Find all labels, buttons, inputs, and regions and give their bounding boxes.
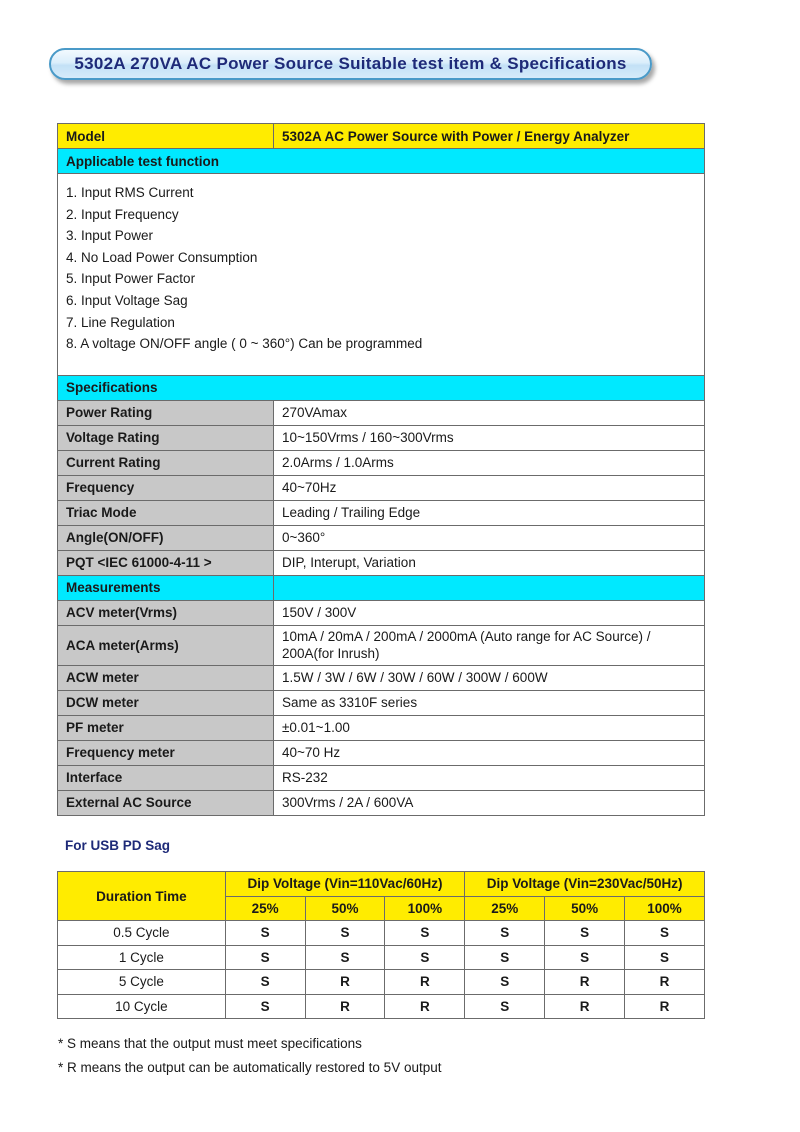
specifications-header: Specifications xyxy=(58,375,705,400)
spec-value: 2.0Arms / 1.0Arms xyxy=(274,450,705,475)
measurement-value: 150V / 300V xyxy=(274,600,705,625)
function-item: 5. Input Power Factor xyxy=(66,271,196,287)
spec-row xyxy=(58,425,705,450)
function-item: 8. A voltage ON/OFF angle ( 0 ~ 360°) Can be programmed xyxy=(66,336,423,352)
spec-label: Current Rating xyxy=(58,450,274,475)
result-cell: S xyxy=(225,921,305,946)
result-cell: S xyxy=(465,921,545,946)
applicable-test-function-header: Applicable test function xyxy=(58,149,705,174)
result-cell: S xyxy=(385,921,465,946)
result-cell: S xyxy=(545,921,625,946)
measurement-value: RS-232 xyxy=(274,765,705,790)
function-list xyxy=(58,174,705,376)
specifications-table xyxy=(57,123,705,816)
percent-header: 25% xyxy=(225,896,305,921)
spec-label: Power Rating xyxy=(58,400,274,425)
percent-header: 25% xyxy=(465,896,545,921)
result-cell: S xyxy=(465,994,545,1019)
percent-header: 100% xyxy=(625,896,705,921)
page-title-banner xyxy=(49,48,652,80)
result-cell: S xyxy=(305,921,385,946)
result-cell: S xyxy=(225,945,305,970)
measurement-row xyxy=(58,765,705,790)
measurement-row xyxy=(58,690,705,715)
result-cell: S xyxy=(225,970,305,995)
sag-row xyxy=(58,921,705,946)
model-row xyxy=(58,124,705,149)
result-cell: R xyxy=(625,970,705,995)
spec-label: Voltage Rating xyxy=(58,425,274,450)
spec-value: 270VAmax xyxy=(274,400,705,425)
function-item: 7. Line Regulation xyxy=(66,314,175,330)
result-cell: R xyxy=(385,994,465,1019)
function-list-row xyxy=(58,174,705,376)
measurement-row xyxy=(58,715,705,740)
spec-value: 0~360° xyxy=(274,525,705,550)
duration-cell: 5 Cycle xyxy=(58,970,226,995)
measurement-label: ACA meter(Arms) xyxy=(58,625,274,665)
measurements-header-blank xyxy=(274,575,705,600)
spec-label: PQT <IEC 61000-4-11 > xyxy=(58,550,274,575)
result-cell: S xyxy=(225,994,305,1019)
usb-pd-sag-table xyxy=(57,871,705,1019)
specifications-header-row xyxy=(58,375,705,400)
measurement-row xyxy=(58,600,705,625)
measurements-header: Measurements xyxy=(58,575,274,600)
result-cell: S xyxy=(465,945,545,970)
spec-value: 40~70Hz xyxy=(274,475,705,500)
measurements-header-row xyxy=(58,575,705,600)
note-r-meaning: * R means the output can be automatically restored to 5V output xyxy=(58,1060,442,1075)
measurement-value: 10mA / 20mA / 200mA / 2000mA (Auto range for AC Source) / 200A(for Inrush) xyxy=(274,625,705,665)
result-cell: S xyxy=(385,945,465,970)
note-s-meaning: * S means that the output must meet specifications xyxy=(58,1036,362,1051)
result-cell: S xyxy=(545,945,625,970)
spec-value: 10~150Vrms / 160~300Vrms xyxy=(274,425,705,450)
spec-label: Frequency xyxy=(58,475,274,500)
result-cell: S xyxy=(625,921,705,946)
dip-voltage-230-header: Dip Voltage (Vin=230Vac/50Hz) xyxy=(465,872,705,897)
spec-row xyxy=(58,525,705,550)
page-title: 5302A 270VA AC Power Source Suitable test item & Specifications xyxy=(74,54,627,73)
result-cell: S xyxy=(465,970,545,995)
sag-group-header-row xyxy=(58,872,705,897)
model-value: 5302A AC Power Source with Power / Energy Analyzer xyxy=(274,124,705,149)
model-label: Model xyxy=(58,124,274,149)
percent-header: 100% xyxy=(385,896,465,921)
measurement-value: Same as 3310F series xyxy=(274,690,705,715)
measurement-label: Interface xyxy=(58,765,274,790)
spec-row xyxy=(58,500,705,525)
percent-header: 50% xyxy=(305,896,385,921)
sag-row xyxy=(58,945,705,970)
measurement-value: 40~70 Hz xyxy=(274,740,705,765)
spec-row xyxy=(58,475,705,500)
measurement-row xyxy=(58,665,705,690)
measurement-label: External AC Source xyxy=(58,790,274,815)
result-cell: S xyxy=(305,945,385,970)
result-cell: R xyxy=(305,994,385,1019)
measurement-label: Frequency meter xyxy=(58,740,274,765)
duration-cell: 10 Cycle xyxy=(58,994,226,1019)
function-item: 1. Input RMS Current xyxy=(66,185,194,200)
spec-label: Triac Mode xyxy=(58,500,274,525)
spec-row xyxy=(58,400,705,425)
result-cell: S xyxy=(625,945,705,970)
measurement-row xyxy=(58,790,705,815)
result-cell: R xyxy=(625,994,705,1019)
spec-row xyxy=(58,550,705,575)
measurement-row xyxy=(58,625,705,665)
measurement-value: ±0.01~1.00 xyxy=(274,715,705,740)
function-item: 3. Input Power xyxy=(66,228,154,244)
spec-value: Leading / Trailing Edge xyxy=(274,500,705,525)
measurement-value: 300Vrms / 2A / 600VA xyxy=(274,790,705,815)
measurement-label: ACV meter(Vrms) xyxy=(58,600,274,625)
function-item: 2. Input Frequency xyxy=(66,206,179,222)
measurement-value: 1.5W / 3W / 6W / 30W / 60W / 300W / 600W xyxy=(274,665,705,690)
spec-label: Angle(ON/OFF) xyxy=(58,525,274,550)
measurement-label: PF meter xyxy=(58,715,274,740)
spec-value: DIP, Interupt, Variation xyxy=(274,550,705,575)
result-cell: R xyxy=(545,970,625,995)
duration-cell: 1 Cycle xyxy=(58,945,226,970)
result-cell: R xyxy=(545,994,625,1019)
applicable-header-row xyxy=(58,149,705,174)
result-cell: R xyxy=(305,970,385,995)
usb-pd-sag-label: For USB PD Sag xyxy=(65,838,171,853)
measurement-label: DCW meter xyxy=(58,690,274,715)
percent-header: 50% xyxy=(545,896,625,921)
function-item: 4. No Load Power Consumption xyxy=(66,249,258,265)
dip-voltage-110-header: Dip Voltage (Vin=110Vac/60Hz) xyxy=(225,872,465,897)
sag-row xyxy=(58,994,705,1019)
measurement-label: ACW meter xyxy=(58,665,274,690)
measurement-row xyxy=(58,740,705,765)
duration-time-header: Duration Time xyxy=(58,872,226,921)
sag-row xyxy=(58,970,705,995)
duration-cell: 0.5 Cycle xyxy=(58,921,226,946)
function-item: 6. Input Voltage Sag xyxy=(66,292,188,308)
spec-row xyxy=(58,450,705,475)
result-cell: R xyxy=(385,970,465,995)
